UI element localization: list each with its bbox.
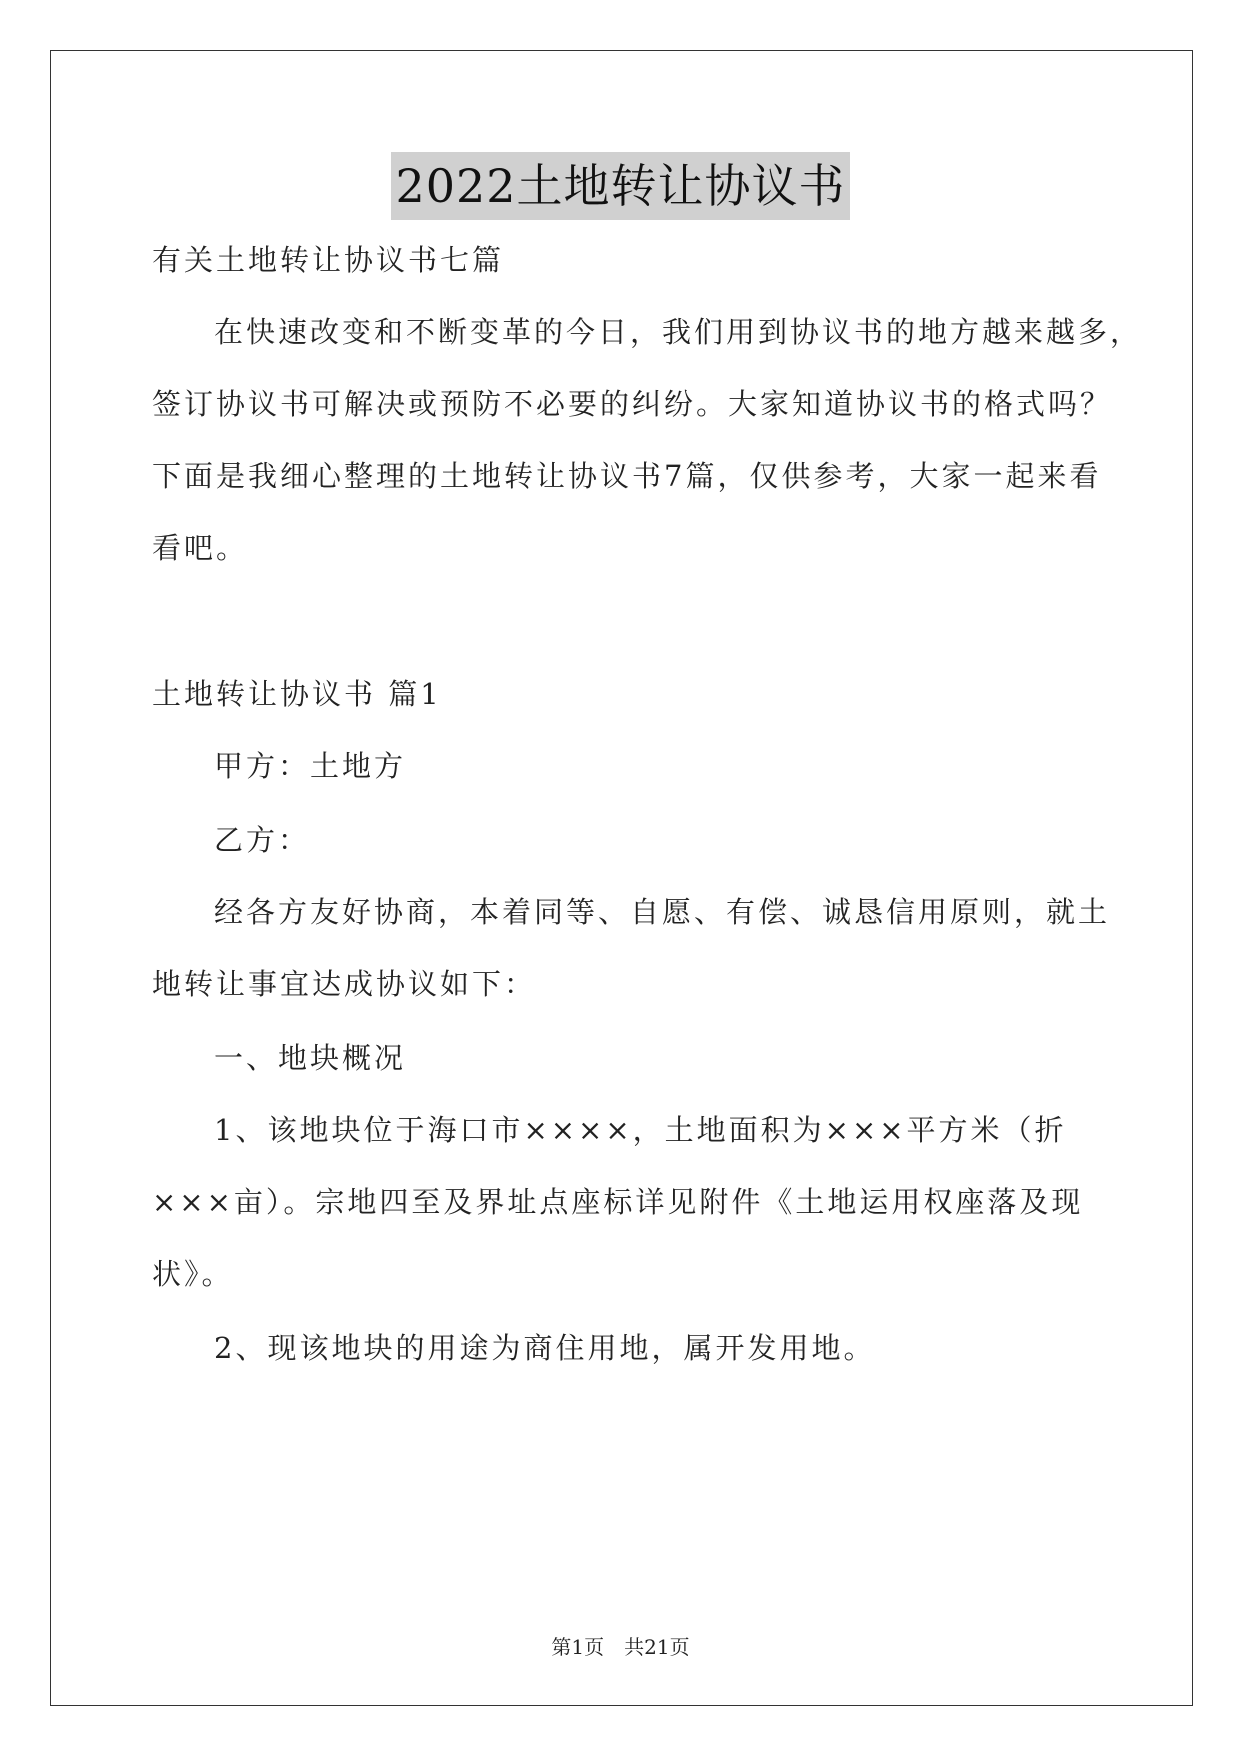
clause1-item2: 2、现该地块的用途为商住用地，属开发用地。 [214, 1331, 876, 1365]
clause1-title: 一、地块概况 [214, 1041, 407, 1075]
intro-line-2: 签订协议书可解决或预防不必要的纠纷。大家知道协议书的格式吗？ [152, 387, 1113, 421]
agreement-line-1: 经各方友好协商，本着同等、自愿、有偿、诚恳信用原则，就土 [214, 895, 1111, 929]
subtitle: 有关土地转让协议书七篇 [152, 243, 505, 277]
page-footer: 第1页 共21页 [551, 1635, 690, 1659]
clause1-item1-line-2: ×××亩）。宗地四至及界址点座标详见附件《土地运用权座落及现 [152, 1185, 1084, 1219]
clause1-item1-line-1: 1、该地块位于海口市××××，土地面积为×××平方米（折 [214, 1113, 1067, 1147]
intro-line-4: 看吧。 [152, 531, 249, 565]
clause1-item1-line-3: 状》。 [152, 1257, 234, 1291]
section-heading: 土地转让协议书 篇1 [152, 677, 442, 711]
party-b: 乙方： [214, 823, 311, 857]
intro-line-1: 在快速改变和不断变革的今日，我们用到协议书的地方越来越多， [214, 315, 1143, 349]
intro-line-3: 下面是我细心整理的土地转让协议书7篇，仅供参考，大家一起来看 [152, 459, 1102, 493]
party-a: 甲方：土地方 [214, 749, 407, 783]
page-border [50, 50, 1193, 1706]
agreement-line-2: 地转让事宜达成协议如下： [152, 967, 537, 1001]
document-title: 2022土地转让协议书 [391, 152, 849, 220]
title-container [0, 152, 1241, 220]
